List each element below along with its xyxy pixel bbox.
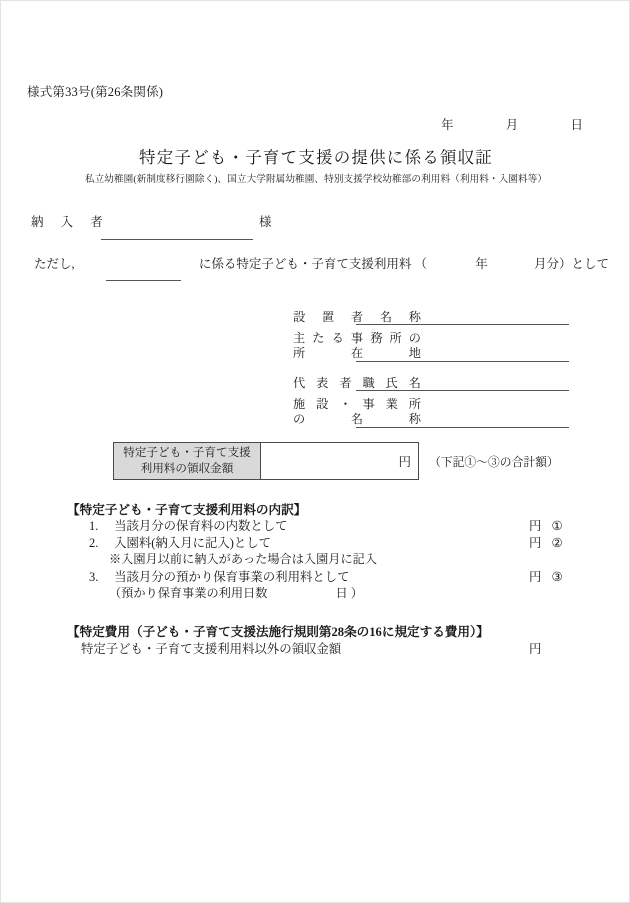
- main-office-address-label: [293, 331, 421, 361]
- breakdown-item-3-text: 当該月分の預かり保育事業の利用料として: [114, 570, 350, 584]
- establisher-name-input[interactable]: [356, 324, 569, 325]
- receipt-amount-note: （下記①～③の合計額）: [429, 455, 559, 469]
- breakdown-item-3-number: 3.: [89, 570, 99, 584]
- clause-line: [34, 254, 609, 272]
- breakdown-item-2: [89, 533, 271, 551]
- breakdown-item-1-marker: ①: [551, 519, 563, 533]
- receipt-amount-label-line2: 利用料の領収金額: [140, 462, 234, 475]
- breakdown-item-1-text: 当該月分の保育料の内数として: [114, 519, 288, 533]
- date-year-label: 年: [441, 118, 454, 132]
- facility-name-label-line2: の名称: [293, 412, 421, 426]
- breakdown-usage-days-line: [109, 584, 363, 601]
- breakdown-usage-days-prefix: （預かり保育事業の利用日数: [109, 586, 268, 600]
- representative-name-input[interactable]: [356, 390, 569, 391]
- breakdown-item-2-number: 2.: [89, 536, 99, 550]
- main-office-address-label-line2: 所在地: [293, 346, 421, 360]
- breakdown-item-3: [89, 567, 350, 585]
- special-cost-line: 特定子ども・子育て支援利用料以外の領収金額: [81, 642, 342, 656]
- breakdown-item-1-unit: 円: [529, 519, 542, 533]
- breakdown-item-3-amount[interactable]: [529, 567, 563, 585]
- breakdown-item-2-text: 入園料(納入月に記入)として: [114, 536, 272, 550]
- date-line: [441, 115, 583, 133]
- breakdown-note: ※入園月以前に納入があった場合は入園月に記入: [109, 552, 378, 566]
- breakdown-item-3-unit: 円: [529, 570, 542, 584]
- clause-year-label: 年: [475, 257, 488, 271]
- breakdown-item-1-number: 1.: [89, 519, 99, 533]
- clause-month-suffix: 月分）として: [534, 257, 610, 271]
- breakdown-item-2-amount[interactable]: [529, 533, 563, 551]
- breakdown-item-2-unit: 円: [529, 536, 542, 550]
- special-cost-heading: 【特定費用（子ども・子育て支援法施行規則第28条の16に規定する費用）】: [67, 625, 489, 639]
- form-number: 様式第33号(第26条関係): [27, 85, 164, 99]
- date-month-label: 月: [505, 118, 519, 132]
- breakdown-item-1-amount[interactable]: [529, 516, 563, 534]
- main-office-address-input[interactable]: [356, 361, 569, 362]
- page-title: 特定子ども・子育て支援の提供に係る領収証: [139, 148, 493, 167]
- receipt-amount-value-cell[interactable]: [261, 443, 418, 479]
- main-office-address-label-line1: 主たる事務所の: [293, 331, 421, 345]
- representative-name-label: 代表者職氏名: [293, 376, 421, 390]
- breakdown-item-2-marker: ②: [551, 536, 563, 550]
- facility-name-label-line1: 施設・事業所: [293, 397, 421, 411]
- clause-prefix: ただし,: [34, 257, 75, 271]
- facility-name-input[interactable]: [356, 427, 569, 428]
- breakdown-item-3-marker: ③: [551, 570, 563, 584]
- facility-name-label: [293, 397, 421, 427]
- clause-underline-input[interactable]: [106, 280, 181, 281]
- receipt-amount-unit: 円: [398, 455, 411, 469]
- breakdown-item-1: [89, 516, 288, 534]
- clause-middle: に係る特定子ども・子育て支援利用料 （: [198, 257, 428, 271]
- payer-label: 納 入 者: [31, 215, 110, 229]
- establisher-name-label: 設置者名称: [293, 310, 421, 324]
- payer-honorific: 様: [259, 215, 272, 229]
- breakdown-heading: 【特定子ども・子育て支援利用料の内訳】: [67, 503, 307, 517]
- page-subtitle: 私立幼稚園(新制度移行園除く)、国立大学附属幼稚園、特別支援学校幼稚部の利用料（利用料・入園料等）: [84, 174, 548, 185]
- breakdown-usage-days-unit: 日 ）: [335, 586, 363, 600]
- date-day-label: 日: [570, 118, 584, 132]
- payer-input[interactable]: [101, 239, 253, 240]
- receipt-amount-label-line1: 特定子ども・子育て支援: [123, 446, 251, 459]
- receipt-amount-label-cell: [114, 443, 261, 479]
- special-cost-amount[interactable]: [529, 639, 541, 657]
- special-cost-unit: 円: [529, 642, 542, 656]
- receipt-amount-box: [113, 442, 419, 480]
